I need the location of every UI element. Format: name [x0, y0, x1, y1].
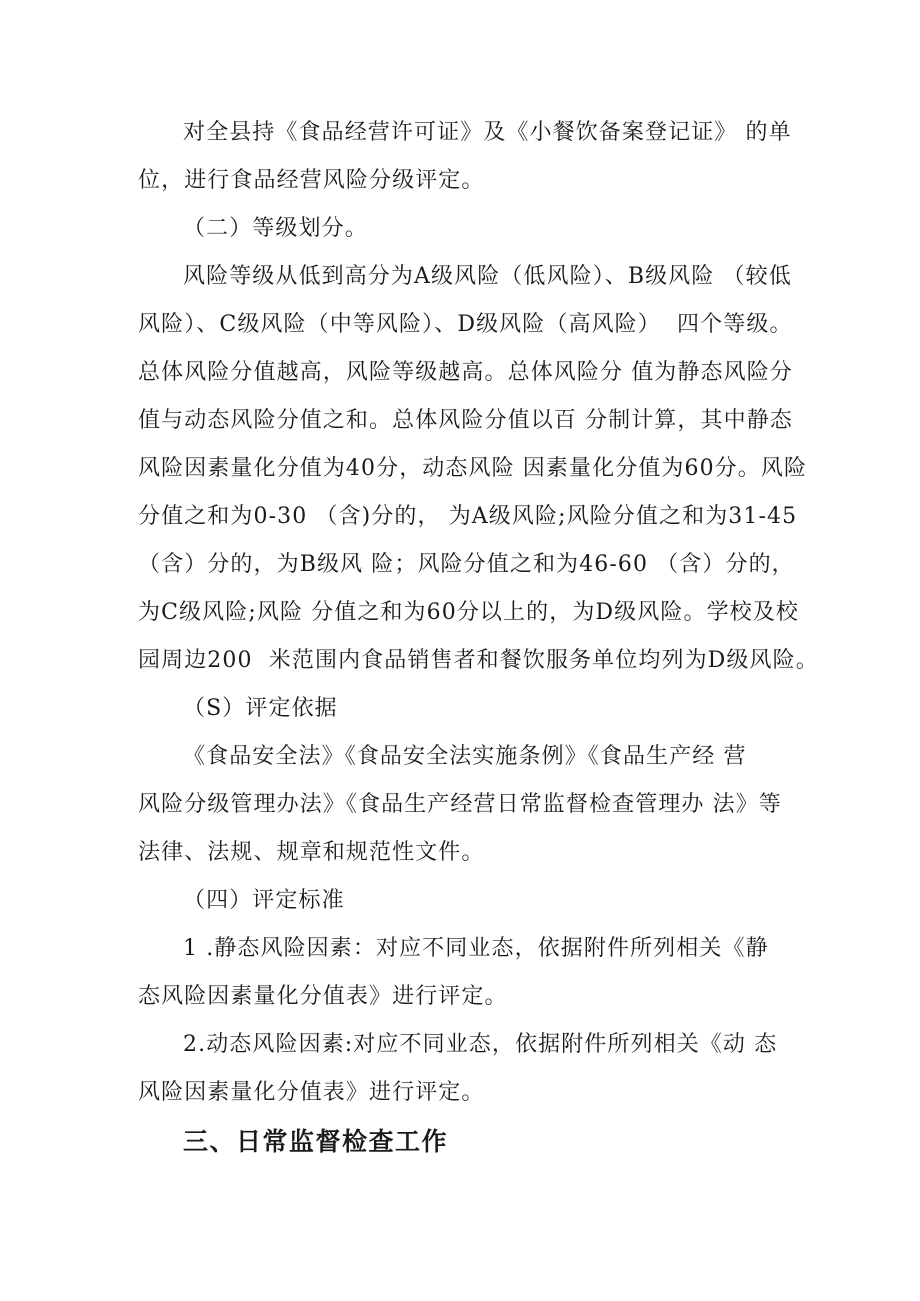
paragraph-line: 对全县持《食品经营许可证》及《小餐饮备案登记证》 的单 [183, 120, 792, 145]
paragraph-line: 分值之和为0-30 （含)分的， 为A级风险;风险分值之和为31-45 [138, 504, 798, 529]
paragraph-line: 风险因素量化分值为40分，动态风险 因素量化分值为60分。风险 [138, 456, 808, 481]
paragraph-line: 风险因素量化分值表》进行评定。 [138, 1080, 485, 1105]
paragraph-line: 值与动态风险分值之和。总体风险分值以百 分制计算，其中静态 [138, 408, 793, 433]
paragraph-line: 园周边200 米范围内食品销售者和餐饮服务单位均列为D级风险。 [138, 648, 819, 673]
paragraph-line: 2.动态风险因素:对应不同业态，依据附件所列相关《动 态 [183, 1032, 778, 1057]
paragraph-line: 风险分级管理办法》《食品生产经营日常监督检查管理办 法》等 [138, 792, 782, 817]
subsection-heading: （四）评定标准 [183, 888, 345, 913]
subsection-heading: （S）评定依据 [183, 696, 338, 721]
section-heading: 三、日常监督检查工作 [183, 1127, 449, 1156]
paragraph-line: 总体风险分值越高，风险等级越高。总体风险分 值为静态风险分 [138, 360, 793, 385]
paragraph-line: 为C级风险;风险 分值之和为60分以上的，为D级风险。学校及校 [138, 600, 799, 625]
paragraph-line: （含）分的，为B级风 险；风险分值之和为46-60 （含）分的， [138, 552, 795, 577]
paragraph-line: 位，进行食品经营风险分级评定。 [138, 168, 485, 193]
paragraph-line: 风险等级从低到高分为A级风险（低风险）、B级风险 （较低 [183, 264, 792, 289]
paragraph-line: 风险）、C级风险（中等风险）、D级风险（高风险） 四个等级。 [138, 312, 793, 337]
paragraph-line: 态风险因素量化分值表》进行评定。 [138, 984, 508, 1009]
subsection-heading: （二）等级划分。 [183, 216, 368, 241]
paragraph-line: 1 .静态风险因素：对应不同业态，依据附件所列相关《静 [183, 936, 769, 961]
paragraph-line: 《食品安全法》《食品安全法实施条例》《食品生产经 营 [183, 744, 747, 769]
paragraph-line: 法律、法规、规章和规范性文件。 [138, 840, 485, 865]
